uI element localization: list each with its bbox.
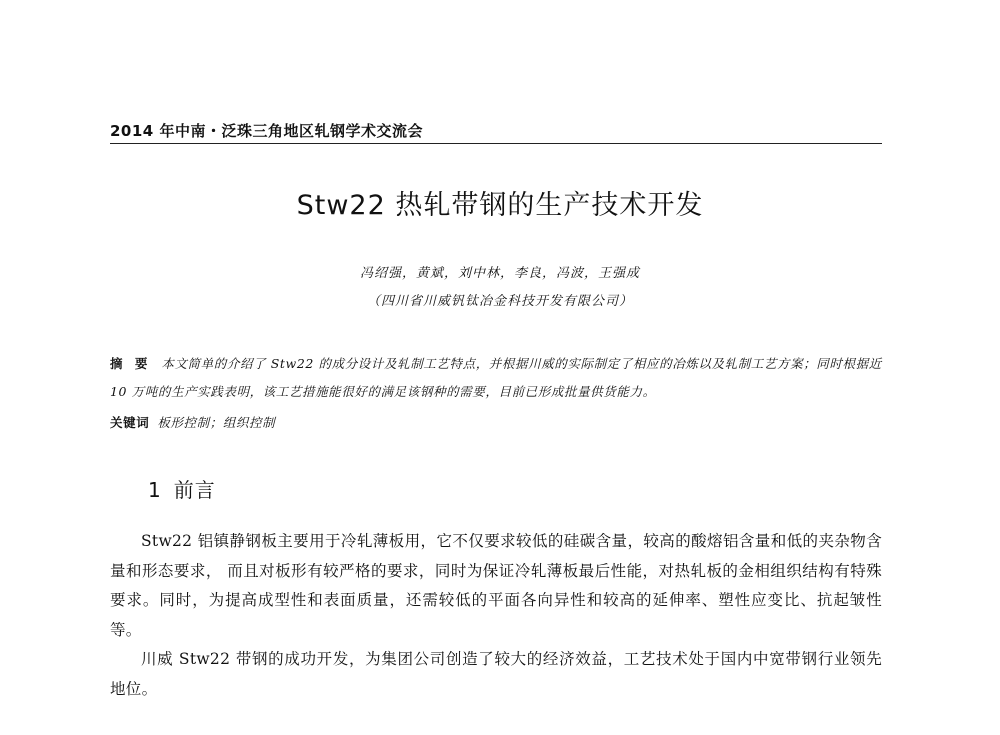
running-header: 2014 年中南・泛珠三角地区轧钢学术交流会: [110, 122, 423, 140]
section-number: 1: [148, 478, 162, 502]
paper-title: Stw22 热轧带钢的生产技术开发: [296, 190, 704, 221]
keywords-text: 板形控制；组织控制: [157, 415, 276, 430]
author-list: 冯绍强，黄斌，刘中林，李良，冯波，王强成: [359, 266, 640, 281]
keywords-label: 关键词: [110, 415, 150, 430]
author-affiliation: （四川省川威钒钛冶金科技开发有限公司）: [366, 294, 633, 309]
body-paragraph: Stw22 铝镇静钢板主要用于冷轧薄板用，它不仅要求较低的硅碳含量，较高的酸熔铝含量和低的夹杂物含量和形态要求， 而且对板形有较严格的要求，同时为保证冷轧薄板最后性能，对热轧板的金相组织结构有特殊要求。同时，为提高成型性和表面质量，还需较低的平面各向异性和较高的延伸率、塑性应变比、抗起皱性等。: [110, 532, 882, 639]
section-heading-introduction: [148, 474, 216, 503]
section-body: [110, 527, 882, 704]
abstract-label: 摘 要: [110, 356, 152, 371]
section-title: 前言: [173, 478, 216, 502]
body-paragraph: 川威 Stw22 带钢的成功开发，为集团公司创造了较大的经济效益，工艺技术处于国内中宽带钢行业领先地位。: [110, 650, 882, 698]
abstract-text: 本文简单的介绍了 Stw22 的成分设计及轧制工艺特点，并根据川威的实际制定了相应的冶炼以及轧制工艺方案；同时根据近 10 万吨的生产实践表明，该工艺措施能很好的满足该钢种的需要，目前已形成批量供货能力。: [110, 356, 882, 399]
keywords: [110, 409, 882, 437]
abstract: [110, 350, 882, 406]
header-rule: [110, 143, 882, 144]
